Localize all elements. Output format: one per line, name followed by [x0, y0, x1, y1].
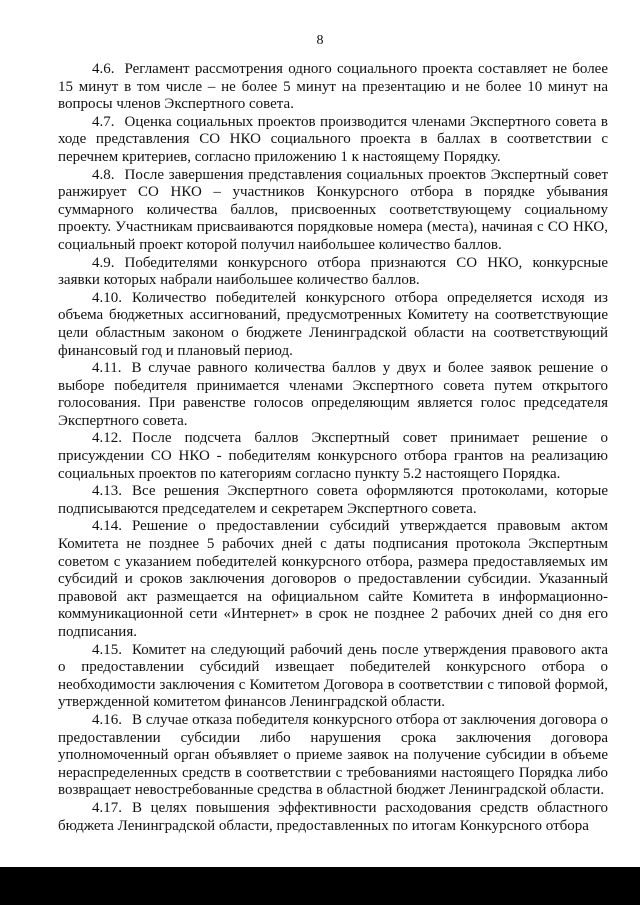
paragraph-4-9	[58, 255, 608, 290]
paragraph-number: 4.10.	[92, 289, 122, 306]
paragraph-number: 4.14.	[92, 518, 122, 535]
paragraph-4-15	[58, 642, 608, 712]
paragraph-text: Оценка социальных проектов производится членами Экспертного совета в ходе представления СО НКО социального проекта в баллах в соответствии с перечнем критериев, согласно приложению 1 к настоящему Порядку.	[58, 113, 608, 165]
paragraph-number: 4.7.	[92, 113, 115, 130]
paragraph-4-6	[58, 61, 608, 114]
paragraph-4-7	[58, 114, 608, 167]
paragraph-4-17	[58, 800, 608, 835]
paragraph-text: Регламент рассмотрения одного социального проекта составляет не более 15 минут в том числе – не более 5 минут на презентацию и не более 10 минут на вопросы членов Экспертного совета.	[58, 61, 608, 113]
paragraph-number: 4.11.	[92, 360, 122, 377]
paragraph-text: Все решения Экспертного совета оформляются протоколами, которые подписываются председателем и секретарем Экспертного совета.	[58, 483, 608, 517]
paragraph-4-16	[58, 712, 608, 800]
paragraph-text: Решение о предоставлении субсидий утверждается правовым актом Комитета не позднее 5 рабочих дней с даты подписания протокола Экспертным советом с указанием победителей конкурсного отбора, размера предоставляемых им субсидий и сроков заключения договоров о предоставлении субсидии. Указанный правовой акт размещается на официальном сайте Комитета в информационно-коммуникационной сети «Интернет» в срок не позднее 2 рабочих дней со дня его подписания.	[58, 518, 608, 640]
paragraph-text: После завершения представления социальных проектов Экспертный совет ранжирует СО НКО – участников Конкурсного отбора в порядке убывания суммарного количества баллов, присвоенных соответствующему социальному проекту. Участникам присваиваются порядковые номера (места), начиная с СО НКО, социальный проект которой получил наибольшее количество баллов.	[58, 166, 608, 253]
paragraph-number: 4.16.	[92, 711, 122, 728]
paragraph-text: Количество победителей конкурсного отбора определяется исходя из объема бюджетных ассигнований, предусмотренных Комитету на соответствующие цели областным законом о бюджете Ленинградской области на соответствующий финансовый год и плановый период.	[58, 289, 608, 359]
paragraph-number: 4.6.	[92, 61, 115, 77]
paragraph-4-11	[58, 360, 608, 430]
paragraph-number: 4.13.	[92, 483, 122, 500]
paragraph-4-8	[58, 167, 608, 255]
paragraph-4-14	[58, 518, 608, 641]
paragraph-text: В случае отказа победителя конкурсного отбора от заключения договора о предоставлении субсидии либо нарушения срока заключения договора уполномоченный орган объявляет о приеме заявок на получение субсидии в объеме нераспределенных средств в соответствии с требованиями настоящего Порядка либо возвращает невостребованные средства в областной бюджет Ленинградской области.	[58, 711, 608, 799]
paragraph-text: Комитет на следующий рабочий день после утверждения правового акта о предоставлении субсидий извещает победителей конкурсного отбора о необходимости заключения с Комитетом Договора в соответствии с типовой формой, утвержденной комитетом финансов Ленинградской области.	[58, 641, 608, 711]
page-number: 8	[316, 33, 324, 48]
paragraph-4-10	[58, 290, 608, 360]
paragraph-number: 4.17.	[92, 799, 122, 816]
paragraph-text: В случае равного количества баллов у двух и более заявок решение о выборе победителя принимается членами Экспертного совета путем открытого голосования. При равенстве голосов определяющим является голос председателя Экспертного совета.	[58, 360, 608, 429]
paragraph-number: 4.8.	[92, 166, 115, 183]
paragraph-number: 4.15.	[92, 641, 122, 658]
paragraph-4-13	[58, 483, 608, 518]
paragraph-text: В целях повышения эффективности расходования средств областного бюджета Ленинградской области, предоставленных по итогам Конкурсного отбора	[58, 799, 608, 834]
scan-bottom-edge	[0, 867, 640, 905]
paragraph-number: 4.12.	[92, 430, 122, 447]
paragraph-text: Победителями конкурсного отбора признаются СО НКО, конкурсные заявки которых набрали наибольшее количество баллов.	[58, 254, 608, 289]
paragraph-text: После подсчета баллов Экспертный совет принимает решение о присуждении СО НКО - победителям конкурсного отбора грантов на реализацию социальных проектов по категориям согласно пункту 5.2 настоящего Порядка.	[58, 430, 608, 482]
document-body	[58, 61, 608, 835]
paragraph-number: 4.9.	[92, 254, 115, 271]
paragraph-4-12	[58, 430, 608, 483]
